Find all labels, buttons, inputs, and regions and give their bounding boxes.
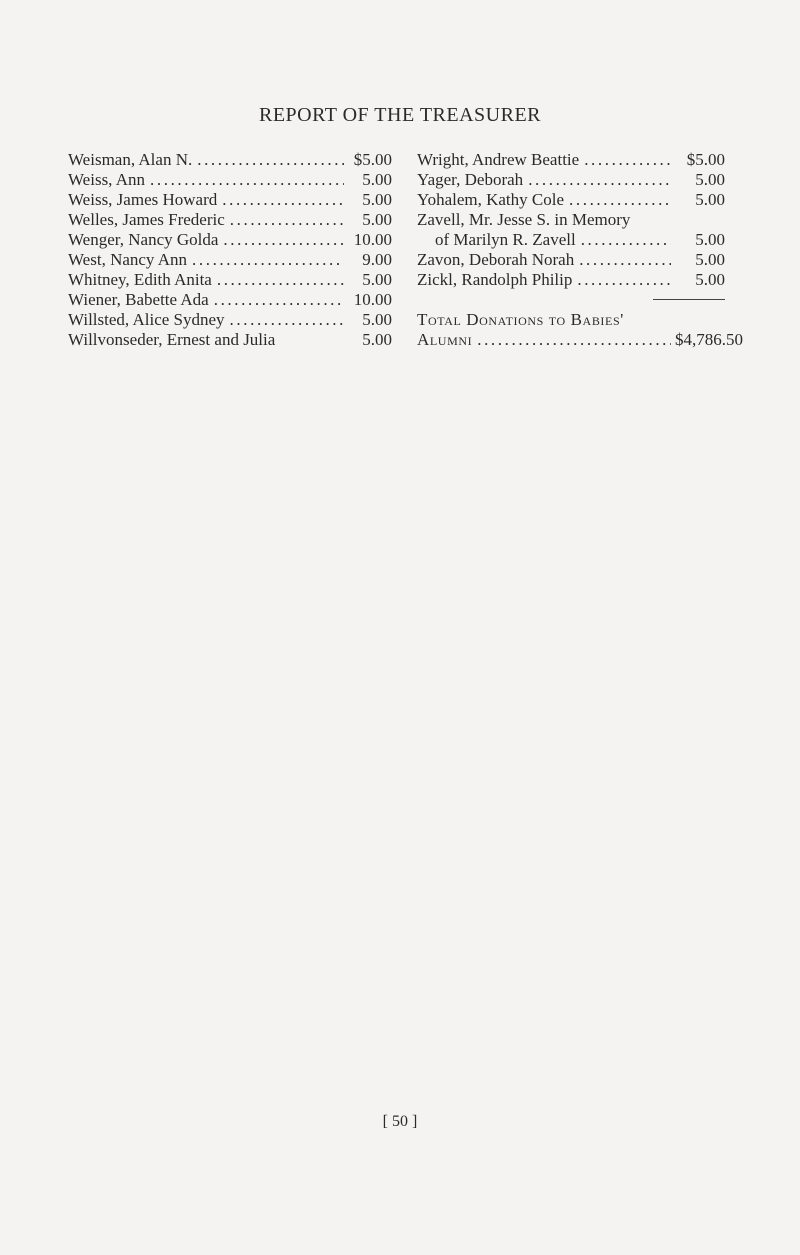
donor-name: Zavell, Mr. Jesse S. in Memory [417,210,631,229]
dot-leader [574,250,671,270]
donation-amount: 5.00 [695,170,725,189]
total-row-line1 [417,310,725,330]
donation-amount: 5.00 [362,270,392,289]
donor-name: Zickl, Randolph Philip [417,270,573,289]
donor-name: Weiss, Ann [68,170,146,189]
donor-row [417,270,725,290]
donor-row [68,210,392,230]
dot-leader [579,150,671,170]
dot-leader [218,230,344,250]
donor-row [417,250,725,270]
donor-name: Yohalem, Kathy Cole [417,190,565,209]
donor-name: Wenger, Nancy Golda [68,230,219,249]
page-number: [ 50 ] [382,1113,418,1130]
donor-name: Zavon, Deborah Norah [417,250,575,269]
donation-amount: 5.00 [362,330,392,349]
donor-row [68,290,392,310]
donation-amount: 5.00 [695,270,725,289]
dot-leader [225,210,344,230]
donor-name: Weisman, Alan N. [68,150,193,169]
left-donor-column [68,150,392,350]
donation-amount: 5.00 [695,230,725,249]
donation-amount: 5.00 [362,310,392,329]
total-label: Total Donations to Babies' [417,310,624,329]
donor-name: Weiss, James Howard [68,190,218,209]
donation-amount: $5.00 [686,150,725,169]
donor-row [68,310,392,330]
donor-row [417,210,725,230]
donor-name: Willsted, Alice Sydney [68,310,225,329]
dot-leader [187,250,344,270]
donor-name: Wright, Andrew Beattie [417,150,580,169]
donor-name: Willvonseder, Ernest and Julia [68,330,276,349]
donation-amount: 10.00 [353,230,392,249]
total-amount: $4,786.50 [675,330,743,349]
donation-amount: $5.00 [353,150,392,169]
donor-row [68,190,392,210]
donor-row [68,170,392,190]
donor-row [417,190,725,210]
total-rule [653,299,725,300]
donor-row [417,170,725,190]
page-title: REPORT OF THE TREASURER [258,104,542,126]
donor-name-continued: of Marilyn R. Zavell [435,230,576,249]
donation-amount: 5.00 [362,190,392,209]
dot-leader [217,190,344,210]
total-row-line2 [417,330,743,350]
donor-row [68,330,392,350]
donation-amount: 5.00 [362,210,392,229]
donor-row [68,230,392,250]
dot-leader [572,270,671,290]
donor-row [68,270,392,290]
dot-leader [225,310,344,330]
dot-leader [145,170,344,190]
dot-leader [209,290,344,310]
donation-amount: 5.00 [695,250,725,269]
donation-amount: 5.00 [695,190,725,209]
dot-leader [564,190,671,210]
donor-row [417,230,725,250]
donor-name: Yager, Deborah [417,170,524,189]
donation-amount: 10.00 [353,290,392,309]
donation-amount: 5.00 [362,170,392,189]
donor-name: Welles, James Frederic [68,210,225,229]
donor-name: West, Nancy Ann [68,250,188,269]
dot-leader [576,230,671,250]
donation-amount: 9.00 [362,250,392,269]
donor-name: Whitney, Edith Anita [68,270,212,289]
dot-leader [212,270,344,290]
donor-row [417,150,725,170]
dot-leader [192,150,344,170]
total-divider [417,290,725,310]
right-donor-column [417,150,743,350]
dot-leader [472,330,671,350]
dot-leader [523,170,671,190]
donor-name: Wiener, Babette Ada [68,290,209,309]
donor-row [68,150,392,170]
donor-row [68,250,392,270]
total-label-continued: Alumni [417,330,473,349]
